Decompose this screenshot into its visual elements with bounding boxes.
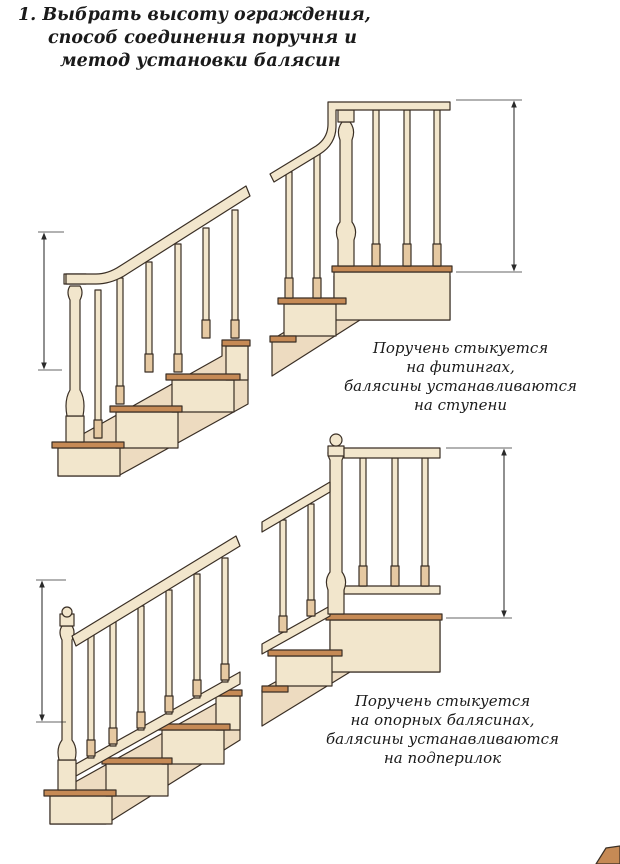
- caption-newels-line-3: балясины устанавливаются: [326, 730, 559, 748]
- stair-fittings-treads: [38, 186, 250, 476]
- title-line-3: метод установки балясин: [60, 51, 341, 71]
- corner-fragment: [596, 846, 620, 864]
- caption-newels-line-1: Поручень стыкуется: [354, 692, 531, 710]
- stair-newels-stringer: [36, 536, 242, 824]
- landing-fittings-treads: [270, 100, 522, 376]
- landing-newels-stringer: [262, 434, 512, 726]
- caption-fittings-line-1: Поручень стыкуется: [372, 339, 549, 357]
- title-line-2: способ соединения поручня и: [48, 28, 357, 48]
- caption-fittings-line-3: балясины устанавливаются: [344, 377, 577, 395]
- caption-newels-line-4: на подперилок: [383, 749, 502, 767]
- caption-fittings-line-2: на фитингах,: [406, 358, 515, 376]
- caption-fittings: [318, 339, 603, 415]
- caption-newels-line-2: на опорных балясинах,: [350, 711, 535, 729]
- caption-fittings-line-4: на ступени: [414, 396, 507, 414]
- title-line-1: 1. Выбрать высоту ограждения,: [18, 5, 371, 25]
- caption-newels: [300, 692, 585, 768]
